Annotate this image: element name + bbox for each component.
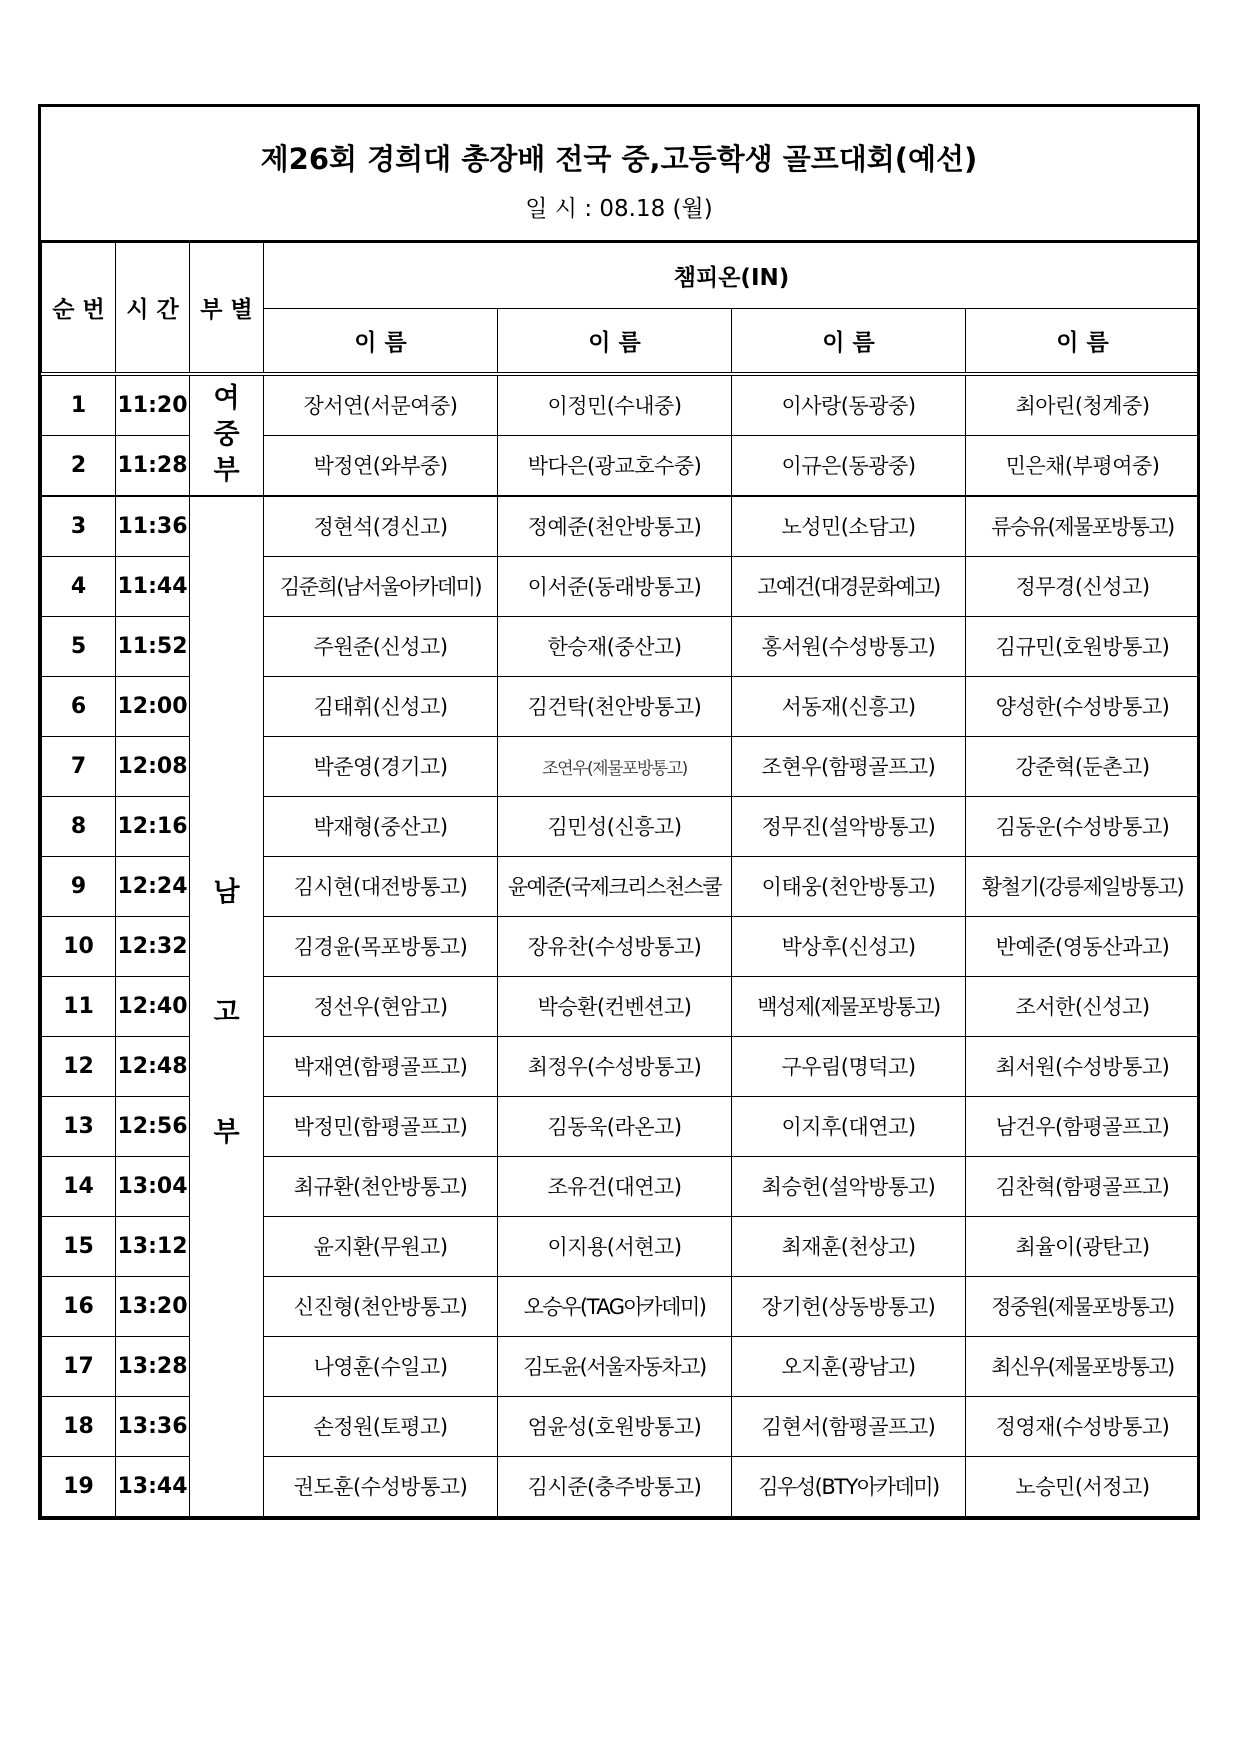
player-name: 정무진(설악방통고) <box>732 796 966 856</box>
player-name: 김우성(BTY아카데미) <box>732 1456 966 1516</box>
player-name: 이규은(동광중) <box>732 435 966 496</box>
player-name: 양성한(수성방통고) <box>966 676 1200 736</box>
player-name: 박정연(와부중) <box>264 435 498 496</box>
player-name: 박정민(함평골프고) <box>264 1096 498 1156</box>
player-name: 정현석(경신고) <box>264 496 498 557</box>
tee-time: 12:48 <box>116 1036 190 1096</box>
row-number: 9 <box>42 856 116 916</box>
player-name: 정예준(천안방통고) <box>498 496 732 557</box>
row-number: 11 <box>42 976 116 1036</box>
header-time: 시 간 <box>116 243 190 374</box>
division-char: 남 <box>213 876 240 908</box>
player-name: 김시준(충주방통고) <box>498 1456 732 1516</box>
player-name: 손정원(토평고) <box>264 1396 498 1456</box>
row-number: 15 <box>42 1216 116 1276</box>
player-name: 엄윤성(호원방통고) <box>498 1396 732 1456</box>
tee-time: 13:28 <box>116 1336 190 1396</box>
tee-time: 13:36 <box>116 1396 190 1456</box>
row-number: 8 <box>42 796 116 856</box>
player-name: 오승우(TAG아카데미) <box>498 1276 732 1336</box>
header-division: 부 별 <box>190 243 264 374</box>
row-number: 19 <box>42 1456 116 1516</box>
player-name: 정선우(현암고) <box>264 976 498 1036</box>
player-name: 나영훈(수일고) <box>264 1336 498 1396</box>
tee-sheet <box>38 104 1200 1520</box>
header-course: 챔피온(IN) <box>264 243 1200 309</box>
row-number: 4 <box>42 556 116 616</box>
player-name: 노승민(서정고) <box>966 1456 1200 1516</box>
player-name: 김현서(함평골프고) <box>732 1396 966 1456</box>
row-number: 16 <box>42 1276 116 1336</box>
row-number: 18 <box>42 1396 116 1456</box>
player-name: 김건탁(천안방통고) <box>498 676 732 736</box>
division-char: 부 <box>213 1116 240 1148</box>
date-line: 일 시 : 08.18 (월) <box>525 196 713 222</box>
player-name: 윤지환(무원고) <box>264 1216 498 1276</box>
tee-time: 12:56 <box>116 1096 190 1156</box>
player-name: 권도훈(수성방통고) <box>264 1456 498 1516</box>
player-name: 조연우(제물포방통고) <box>498 736 732 796</box>
player-name: 조현우(함평골프고) <box>732 736 966 796</box>
player-name: 강준혁(둔촌고) <box>966 736 1200 796</box>
player-name: 한승재(중산고) <box>498 616 732 676</box>
player-name: 박재연(함평골프고) <box>264 1036 498 1096</box>
table-body <box>42 374 1200 1517</box>
player-name: 정무경(신성고) <box>966 556 1200 616</box>
player-name: 김시현(대전방통고) <box>264 856 498 916</box>
player-name: 이사랑(동광중) <box>732 374 966 436</box>
player-name: 신진형(천안방통고) <box>264 1276 498 1336</box>
player-name: 김동운(수성방통고) <box>966 796 1200 856</box>
player-name: 김규민(호원방통고) <box>966 616 1200 676</box>
player-name: 박재형(중산고) <box>264 796 498 856</box>
row-number: 12 <box>42 1036 116 1096</box>
player-name: 최신우(제물포방통고) <box>966 1336 1200 1396</box>
player-name: 장서연(서문여중) <box>264 374 498 436</box>
tee-time: 11:20 <box>116 374 190 436</box>
header-name-3: 이 름 <box>732 309 966 374</box>
row-number: 14 <box>42 1156 116 1216</box>
division-char: 중 <box>213 419 240 450</box>
player-name: 이태웅(천안방통고) <box>732 856 966 916</box>
player-name: 민은채(부평여중) <box>966 435 1200 496</box>
player-name: 김민성(신흥고) <box>498 796 732 856</box>
player-name: 남건우(함평골프고) <box>966 1096 1200 1156</box>
player-name: 최서원(수성방통고) <box>966 1036 1200 1096</box>
table-row <box>42 496 1200 557</box>
row-number: 3 <box>42 496 116 557</box>
player-name: 주원준(신성고) <box>264 616 498 676</box>
player-name: 박준영(경기고) <box>264 736 498 796</box>
player-name: 김준희(남서울아카데미) <box>264 556 498 616</box>
player-name: 최승헌(설악방통고) <box>732 1156 966 1216</box>
player-name: 이정민(수내중) <box>498 374 732 436</box>
player-name: 이지후(대연고) <box>732 1096 966 1156</box>
title-box <box>41 107 1197 242</box>
player-name: 반예준(영동산과고) <box>966 916 1200 976</box>
player-name: 최재훈(천상고) <box>732 1216 966 1276</box>
tee-time: 13:20 <box>116 1276 190 1336</box>
division-char: 부 <box>213 455 240 486</box>
player-name: 정중원(제물포방통고) <box>966 1276 1200 1336</box>
player-name: 최아린(청계중) <box>966 374 1200 436</box>
player-name: 박승환(컨벤션고) <box>498 976 732 1036</box>
tee-time: 11:36 <box>116 496 190 557</box>
player-name: 서동재(신흥고) <box>732 676 966 736</box>
tee-time: 11:52 <box>116 616 190 676</box>
row-number: 13 <box>42 1096 116 1156</box>
player-name: 홍서원(수성방통고) <box>732 616 966 676</box>
player-name: 최규환(천안방통고) <box>264 1156 498 1216</box>
tee-time: 12:08 <box>116 736 190 796</box>
player-name: 장기헌(상동방통고) <box>732 1276 966 1336</box>
player-name: 최율이(광탄고) <box>966 1216 1200 1276</box>
tee-time: 12:24 <box>116 856 190 916</box>
player-name: 노성민(소담고) <box>732 496 966 557</box>
tee-time: 13:12 <box>116 1216 190 1276</box>
header-name-1: 이 름 <box>264 309 498 374</box>
tee-time: 12:32 <box>116 916 190 976</box>
row-number: 5 <box>42 616 116 676</box>
tee-time: 12:00 <box>116 676 190 736</box>
tee-time: 12:40 <box>116 976 190 1036</box>
tee-time: 13:44 <box>116 1456 190 1516</box>
tee-time: 13:04 <box>116 1156 190 1216</box>
division-char: 고 <box>213 996 240 1028</box>
player-name: 장유찬(수성방통고) <box>498 916 732 976</box>
table-row <box>42 374 1200 436</box>
player-name: 백성제(제물포방통고) <box>732 976 966 1036</box>
player-name: 정영재(수성방통고) <box>966 1396 1200 1456</box>
document-title: 제26회 경희대 총장배 전국 중,고등학생 골프대회(예선) <box>260 142 978 176</box>
division-boys-high <box>190 496 264 1517</box>
player-name: 조서한(신성고) <box>966 976 1200 1036</box>
player-name: 고예건(대경문화예고) <box>732 556 966 616</box>
tee-time: 12:16 <box>116 796 190 856</box>
tee-time: 11:28 <box>116 435 190 496</box>
player-name: 윤예준(국제크리스천스쿨 <box>498 856 732 916</box>
player-name: 김태휘(신성고) <box>264 676 498 736</box>
row-number: 7 <box>42 736 116 796</box>
player-name: 구우림(명덕고) <box>732 1036 966 1096</box>
player-name: 조유건(대연고) <box>498 1156 732 1216</box>
row-number: 1 <box>42 374 116 436</box>
player-name: 박다은(광교호수중) <box>498 435 732 496</box>
player-name: 이지용(서현고) <box>498 1216 732 1276</box>
player-name: 김동욱(라온고) <box>498 1096 732 1156</box>
row-number: 17 <box>42 1336 116 1396</box>
division-char: 여 <box>213 383 240 414</box>
player-name: 김찬혁(함평골프고) <box>966 1156 1200 1216</box>
tee-time: 11:44 <box>116 556 190 616</box>
header-name-2: 이 름 <box>498 309 732 374</box>
player-name: 황철기(강릉제일방통고) <box>966 856 1200 916</box>
player-name: 최정우(수성방통고) <box>498 1036 732 1096</box>
row-number: 2 <box>42 435 116 496</box>
player-name: 이서준(동래방통고) <box>498 556 732 616</box>
division-girls-middle <box>190 374 264 496</box>
row-number: 6 <box>42 676 116 736</box>
player-name: 류승유(제물포방통고) <box>966 496 1200 557</box>
player-name: 김도윤(서울자동차고) <box>498 1336 732 1396</box>
header-num: 순 번 <box>42 243 116 374</box>
pairing-table <box>41 242 1200 1517</box>
player-name: 오지훈(광남고) <box>732 1336 966 1396</box>
player-name: 박상후(신성고) <box>732 916 966 976</box>
header-name-4: 이 름 <box>966 309 1200 374</box>
row-number: 10 <box>42 916 116 976</box>
player-name: 김경윤(목포방통고) <box>264 916 498 976</box>
